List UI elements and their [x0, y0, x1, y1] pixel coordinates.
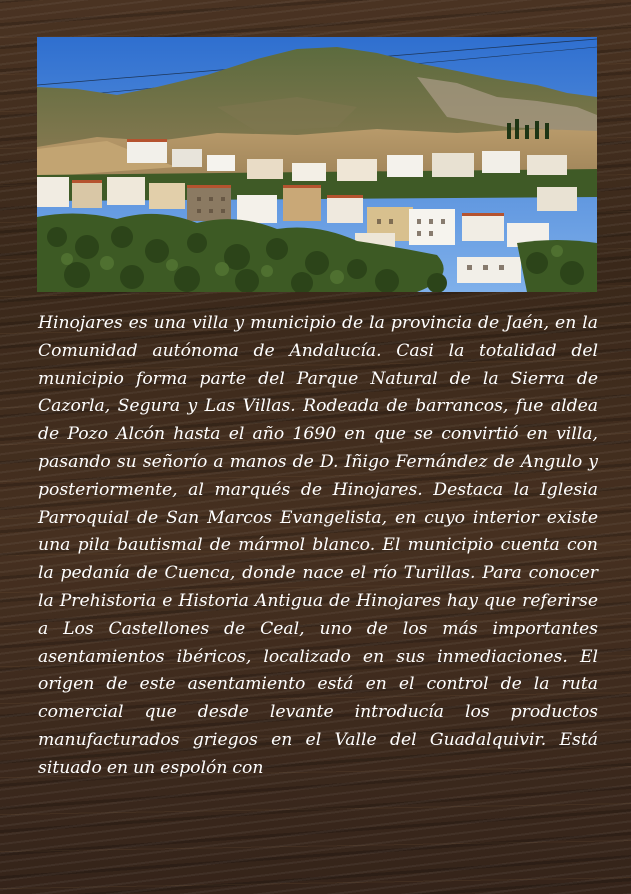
village-landscape-image [37, 37, 597, 292]
article-paragraph: Hinojares es una villa y municipio de la provincia de Jaén, en la Comunidad autónoma de Andalucía. Casi la totalidad del municipio forma parte del Parque Natural de la Sierra de Cazorla, Segura y Las Villas. Rodeada de barrancos, fue aldea de Pozo Alcón hasta el año 1690 en que se convirtió en villa, pasando su señorío a manos de D. Iñigo Fernández de Angulo y posteriormente, al marqués de Hinojares. Destaca la Iglesia Parroquial de San Marcos Evangelista, en cuyo interior existe una pila bautismal de mármol blanco. El municipio cuenta con la pedanía de Cuenca, donde nace el río Turillas. Para conocer la Prehistoria e Historia Antigua de Hinojares hay que referirse a Los Castellones de Ceal, uno de los más importantes asentamientos ibéricos, localizado en sus inmediaciones. El origen de este asentamiento está en el control de la ruta comercial que desde levante introducía los productos manufacturados griegos en el Valle del Guadalquivir. Está situado en un espolón con [38, 313, 598, 778]
village-photo [37, 37, 597, 292]
